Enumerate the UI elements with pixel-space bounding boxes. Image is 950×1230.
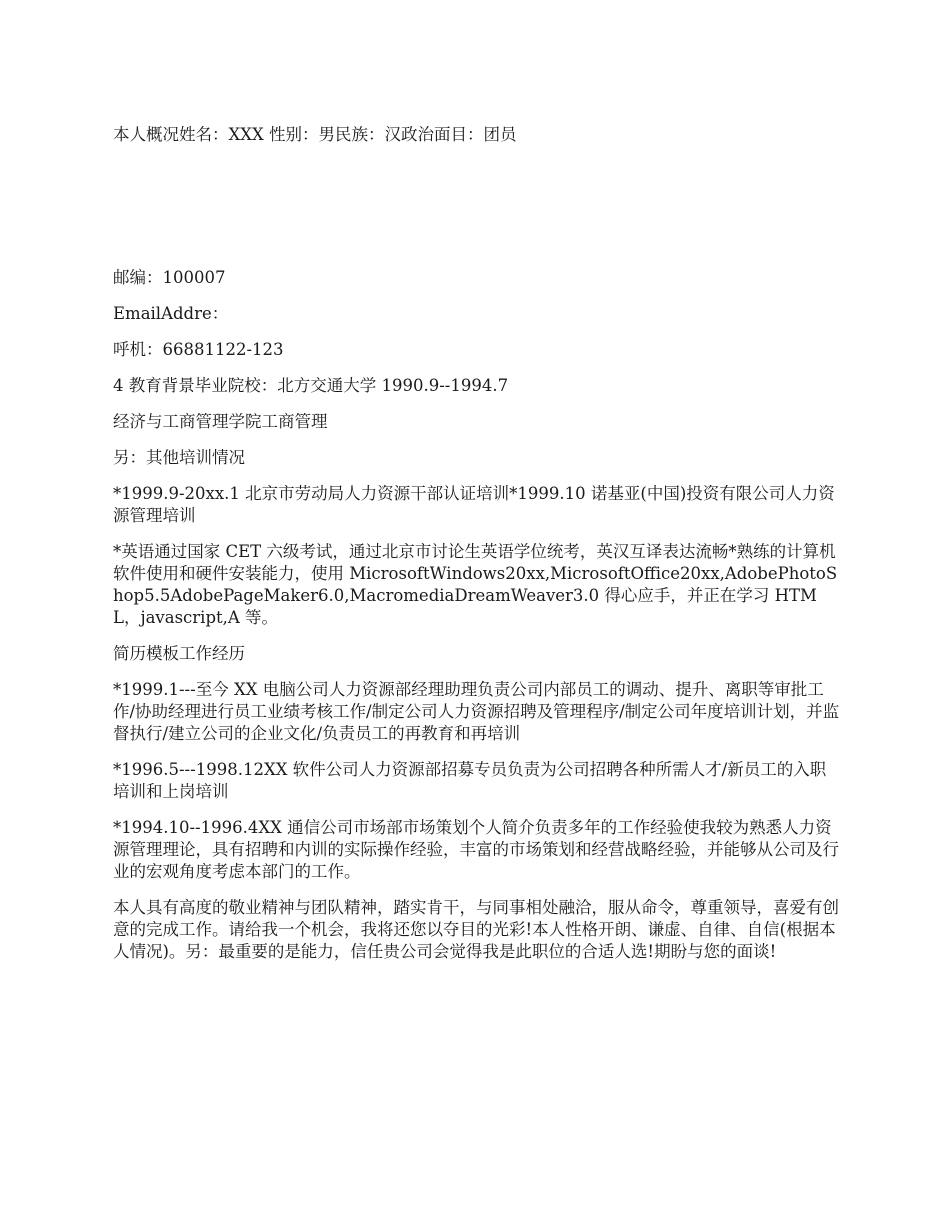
skills-paragraph: *英语通过国家 CET 六级考试，通过北京市讨论生英语学位统考，英汉互译表达流畅*熟练的计算机软件使用和硬件安装能力，使用 MicrosoftWindows20xx,MicrosoftOffice20xx,AdobePhotoShop5.5AdobePageMaker6.0,MacromediaDreamWeaver3.0 得心应手，并正在学习 HTML，javascript,A 等。 xyxy=(113,542,838,627)
work-experience-item: *1996.5---1998.12XX 软件公司人力资源部招募专员负责为公司招聘各种所需人才/新员工的入职培训和上岗培训 xyxy=(113,760,827,801)
email-line: EmailAddre： xyxy=(113,304,229,323)
other-training-heading: 另：其他培训情况 xyxy=(113,448,245,467)
major-line: 经济与工商管理学院工商管理 xyxy=(113,412,328,431)
training-paragraph: *1999.9-20xx.1 北京市劳动局人力资源干部认证培训*1999.10 诺基亚(中国)投资有限公司人力资源管理培训 xyxy=(113,484,835,525)
work-experience-item: *1999.1---至今 XX 电脑公司人力资源部经理助理负责公司内部员工的调动、提升、离职等审批工作/协助经理进行员工业绩考核工作/制定公司人力资源招聘及管理程序/制定公司年度培训计划，并监督执行/建立公司的企业文化/负责员工的再教育和再培训 xyxy=(113,680,840,743)
work-experience-item: *1994.10--1996.4XX 通信公司市场部市场策划个人简介负责多年的工作经验使我较为熟悉人力资源管理理论，具有招聘和内训的实际操作经验，丰富的市场策划和经营战略经验，并能够从公司及行业的宏观角度考虑本部门的工作。 xyxy=(113,818,839,881)
self-evaluation-paragraph: 本人具有高度的敬业精神与团队精神，踏实肯干，与同事相处融洽，服从命令，尊重领导，喜爱有创意的完成工作。请给我一个机会，我将还您以夺目的光彩!本人性格开朗、谦虚、自律、自信(根据本人情况)。另：最重要的是能力，信任贵公司会觉得我是此职位的合适人选!期盼与您的面谈! xyxy=(113,898,839,961)
personal-info-line: 本人概况姓名：XXX 性别：男民族：汉政治面目：团员 xyxy=(113,125,517,144)
education-line: 4 教育背景毕业院校：北方交通大学 1990.9--1994.7 xyxy=(113,376,509,395)
work-experience-heading: 简历模板工作经历 xyxy=(113,644,245,663)
document-body xyxy=(113,124,841,977)
blank-space xyxy=(113,146,841,267)
pager-line: 呼机：66881122-123 xyxy=(113,340,284,359)
postal-code-line: 邮编：100007 xyxy=(113,268,226,287)
